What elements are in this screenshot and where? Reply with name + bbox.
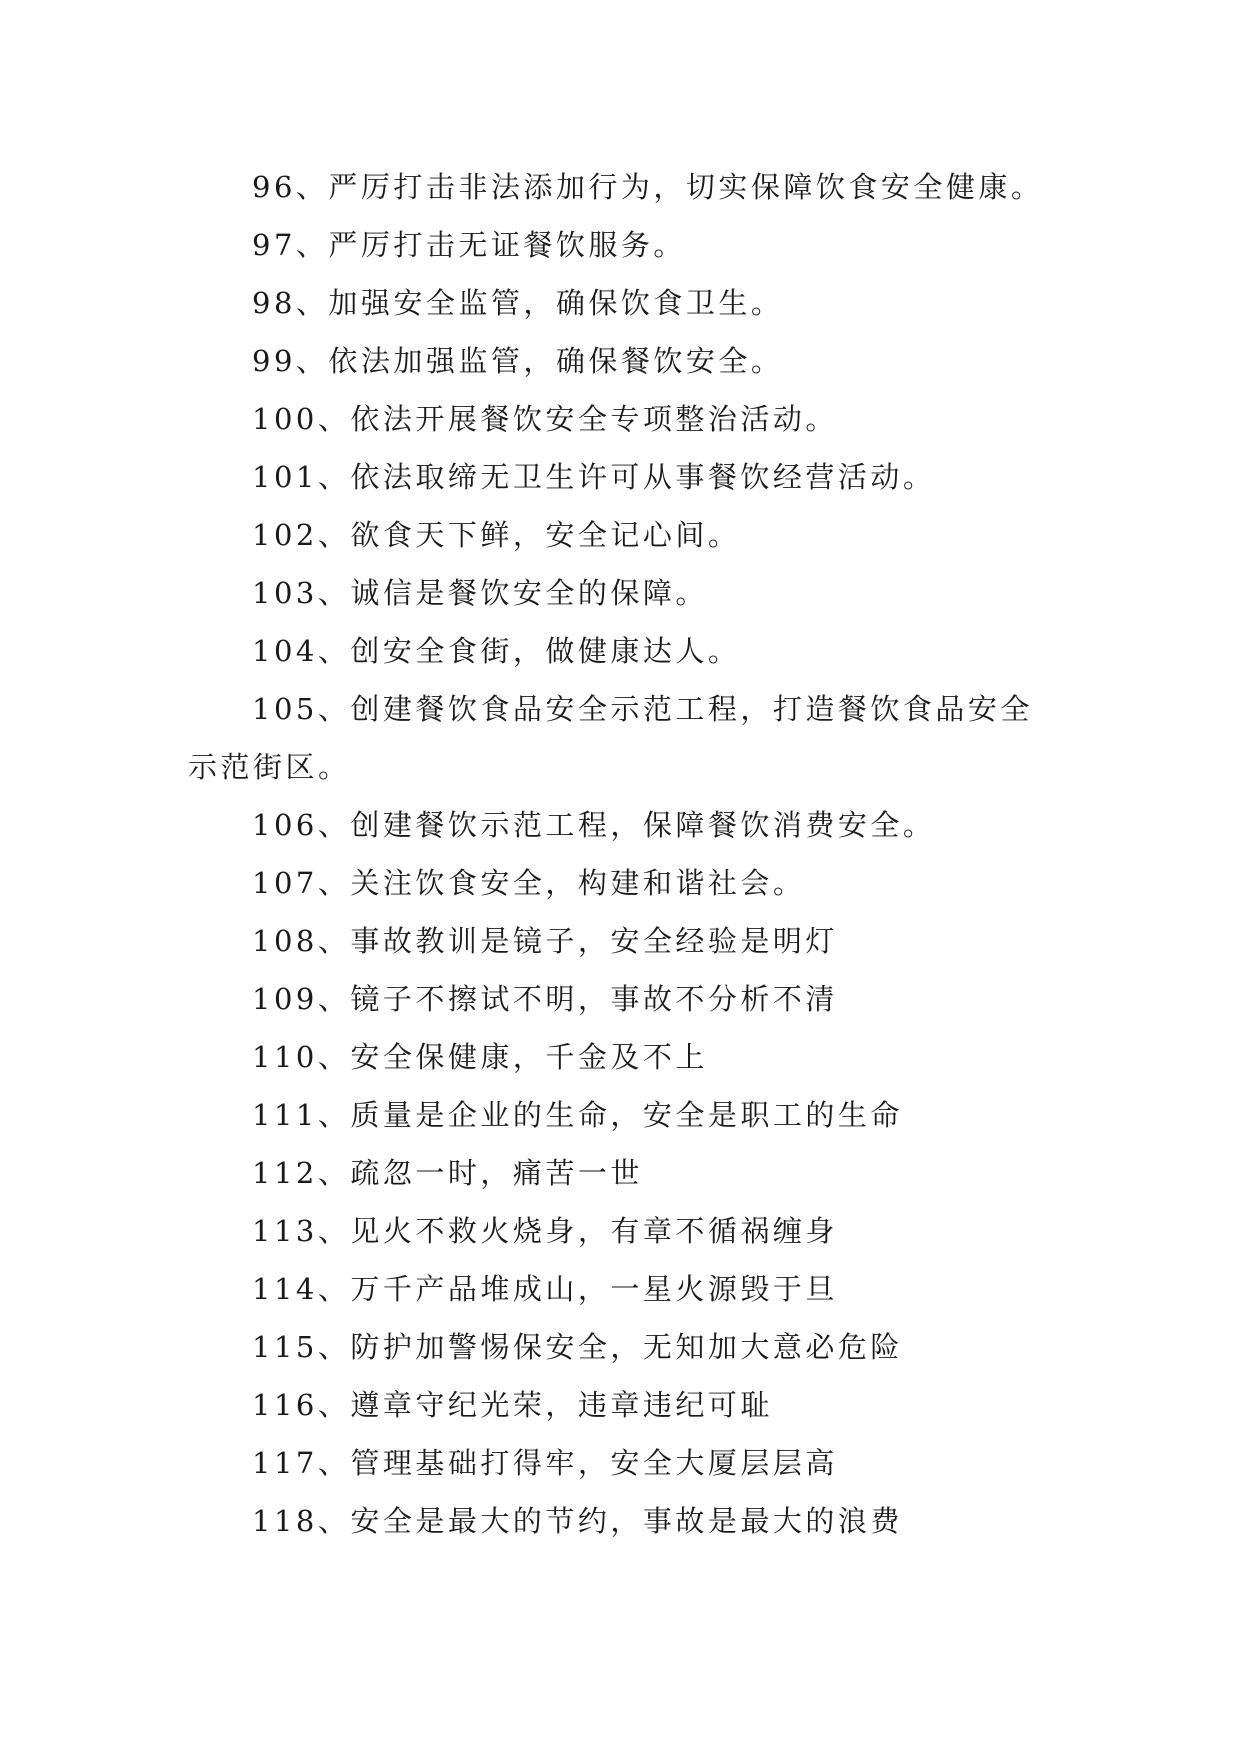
list-item: 107、关注饮食安全，构建和谐社会。 [252, 866, 806, 900]
list-item: 105、创建餐饮食品安全示范工程，打造餐饮食品安全 [252, 692, 1033, 726]
list-item: 106、创建餐饮示范工程，保障餐饮消费安全。 [252, 808, 936, 842]
slogan-list [188, 158, 1088, 1550]
list-item: 97、严厉打击无证餐饮服务。 [252, 228, 686, 262]
list-item: 100、依法开展餐饮安全专项整治活动。 [252, 402, 838, 436]
list-item: 113、见火不救火烧身，有章不循祸缠身 [252, 1214, 838, 1248]
list-item: 110、安全保健康，千金及不上 [252, 1040, 708, 1074]
list-item: 117、管理基础打得牢，安全大厦层层高 [252, 1446, 838, 1480]
list-item: 99、依法加强监管，确保餐饮安全。 [252, 344, 784, 378]
list-item: 108、事故教训是镜子，安全经验是明灯 [252, 924, 838, 958]
list-item: 115、防护加警惕保安全，无知加大意必危险 [252, 1330, 903, 1364]
list-item: 98、加强安全监管，确保饮食卫生。 [252, 286, 784, 320]
list-item: 101、依法取缔无卫生许可从事餐饮经营活动。 [252, 460, 936, 494]
list-item: 111、质量是企业的生命，安全是职工的生命 [252, 1098, 903, 1132]
list-item: 114、万千产品堆成山，一星火源毁于旦 [252, 1272, 838, 1306]
list-item-continuation: 示范街区。 [188, 750, 351, 784]
list-item: 104、创安全食街，做健康达人。 [252, 634, 741, 668]
list-item: 102、欲食天下鲜，安全记心间。 [252, 518, 741, 552]
list-item: 112、疏忽一时，痛苦一世 [252, 1156, 643, 1190]
list-item: 109、镜子不擦试不明，事故不分析不清 [252, 982, 838, 1016]
list-item: 96、严厉打击非法添加行为，切实保障饮食安全健康。 [252, 170, 1044, 204]
list-item: 116、遵章守纪光荣，违章违纪可耻 [252, 1388, 773, 1422]
list-item: 103、诚信是餐饮安全的保障。 [252, 576, 708, 610]
list-item: 118、安全是最大的节约，事故是最大的浪费 [252, 1504, 903, 1538]
